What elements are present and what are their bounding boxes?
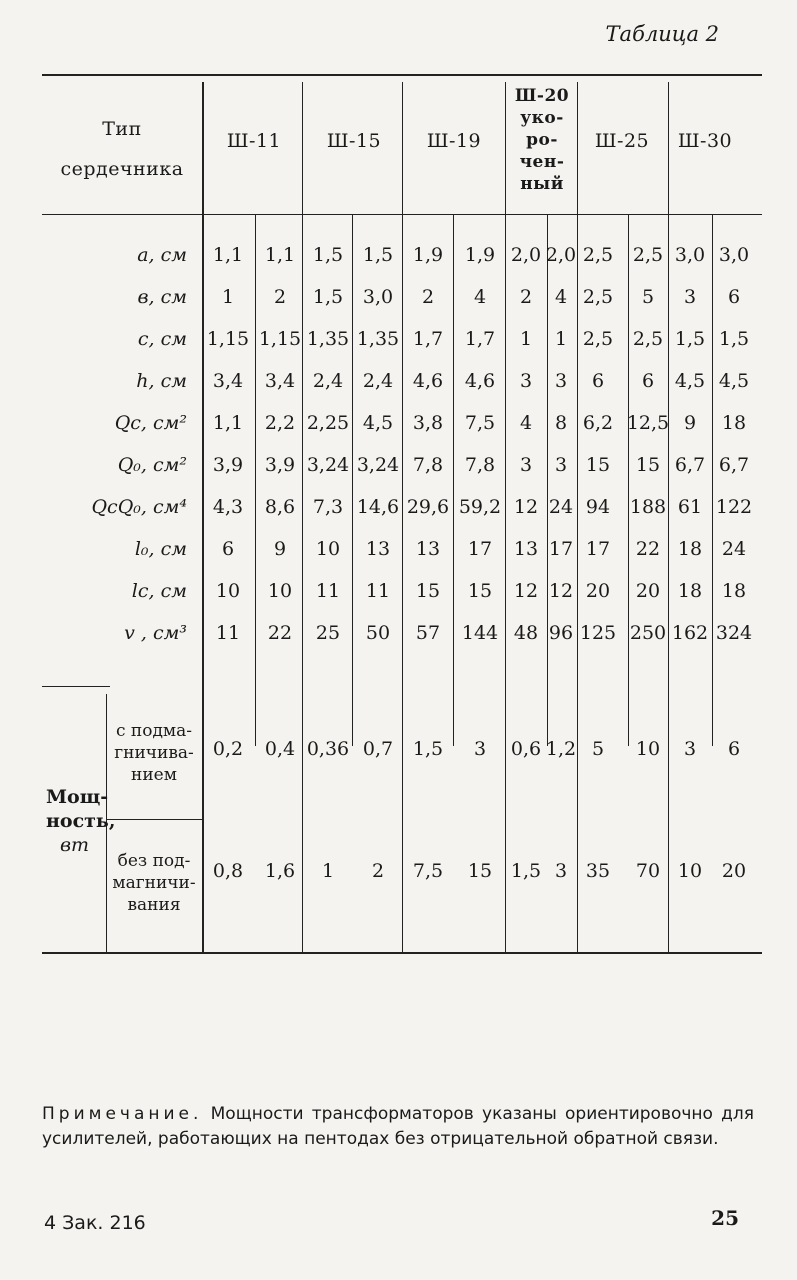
- cell-3-11: 4,5: [718, 370, 750, 392]
- row-label-5: Q₀, см²: [117, 454, 187, 476]
- note-lead: Примечание.: [42, 1104, 203, 1124]
- top-rule: [42, 74, 762, 76]
- header-type-line1: Тип: [102, 118, 142, 140]
- cell-5-7: 3: [554, 454, 568, 476]
- cell-8-4: 15: [415, 580, 441, 602]
- cell-0-7: 2,0: [545, 244, 577, 266]
- power-top-rule: [42, 686, 110, 687]
- cell-5-4: 7,8: [412, 454, 444, 476]
- cell-3-10: 4,5: [674, 370, 706, 392]
- core-table: [42, 74, 762, 958]
- cell-7-0: 6: [221, 538, 235, 560]
- cell-4-7: 8: [554, 412, 568, 434]
- header-core-5: Ш-30: [677, 130, 733, 152]
- row-label-7: l₀, см: [134, 538, 187, 560]
- page-number: 25: [711, 1206, 739, 1230]
- cell-0-10: 3,0: [674, 244, 706, 266]
- cell-0-0: 1,1: [212, 244, 244, 266]
- pair-sep-3: [547, 214, 548, 746]
- cell-7-10: 18: [677, 538, 703, 560]
- cell-1-0: 1: [221, 286, 235, 308]
- header-core-3-line-1: уко-: [520, 108, 564, 128]
- pair-sep-5: [712, 214, 713, 746]
- cell-2-3: 1,35: [356, 328, 400, 350]
- cell-9-2: 25: [315, 622, 341, 644]
- header-core-0: Ш-11: [226, 130, 282, 152]
- pair-sep-4: [628, 214, 629, 746]
- cell-9-8: 125: [579, 622, 617, 644]
- power-without-cell-2: 1: [321, 860, 335, 882]
- cell-2-5: 1,7: [464, 328, 496, 350]
- power-without-cell-9: 70: [635, 860, 661, 882]
- cell-5-1: 3,9: [264, 454, 296, 476]
- cell-4-8: 6,2: [582, 412, 614, 434]
- cell-4-9: 12,5: [626, 412, 670, 434]
- power-without-cell-11: 20: [721, 860, 747, 882]
- header-core-3-line-0: Ш-20: [514, 86, 570, 106]
- power-with-cell-9: 10: [635, 738, 661, 760]
- cell-2-10: 1,5: [674, 328, 706, 350]
- power-without-cell-3: 2: [371, 860, 385, 882]
- power-with-cell-11: 6: [727, 738, 741, 760]
- cell-6-7: 24: [548, 496, 574, 518]
- cell-7-6: 13: [513, 538, 539, 560]
- footer-print-info: 4 Зак. 216: [44, 1212, 146, 1234]
- power-without-cell-0: 0,8: [212, 860, 244, 882]
- cell-6-4: 29,6: [406, 496, 450, 518]
- cell-2-0: 1,15: [206, 328, 250, 350]
- cell-1-10: 3: [683, 286, 697, 308]
- power-with-cell-4: 1,5: [412, 738, 444, 760]
- header-core-3-line-4: ный: [520, 174, 564, 194]
- power-without-cell-5: 15: [467, 860, 493, 882]
- cell-8-6: 12: [513, 580, 539, 602]
- power-without-cell-7: 3: [554, 860, 568, 882]
- power-with-cell-6: 0,6: [510, 738, 542, 760]
- power-label-unit: вт: [60, 834, 90, 856]
- cell-3-5: 4,6: [464, 370, 496, 392]
- cell-8-3: 11: [365, 580, 391, 602]
- cell-6-9: 188: [629, 496, 667, 518]
- cell-6-6: 12: [513, 496, 539, 518]
- cell-1-1: 2: [273, 286, 287, 308]
- note-text: Мощности трансформаторов указаны ориентировочно для усилителей, работающих на пентодах без отрицательной обратной связи.: [42, 1104, 755, 1149]
- cell-3-0: 3,4: [212, 370, 244, 392]
- cell-2-1: 1,15: [258, 328, 302, 350]
- power-with-cell-2: 0,36: [306, 738, 350, 760]
- cell-4-5: 7,5: [464, 412, 496, 434]
- cell-7-1: 9: [273, 538, 287, 560]
- cell-8-2: 11: [315, 580, 341, 602]
- cell-0-3: 1,5: [362, 244, 394, 266]
- cell-4-6: 4: [519, 412, 533, 434]
- group-sep-1: [402, 82, 403, 952]
- cell-4-11: 18: [721, 412, 747, 434]
- pair-sep-2: [453, 214, 454, 746]
- cell-6-2: 7,3: [312, 496, 344, 518]
- cell-9-5: 144: [461, 622, 499, 644]
- power-with-label: с подма-гничива-нием: [114, 721, 194, 785]
- cell-1-9: 5: [641, 286, 655, 308]
- cell-8-11: 18: [721, 580, 747, 602]
- cell-7-4: 13: [415, 538, 441, 560]
- cell-9-10: 162: [671, 622, 709, 644]
- cell-1-4: 2: [421, 286, 435, 308]
- cell-6-11: 122: [715, 496, 753, 518]
- row-label-8: lс, см: [131, 580, 187, 602]
- header-core-3-line-3: чен-: [519, 152, 565, 172]
- cell-0-8: 2,5: [582, 244, 614, 266]
- cell-4-10: 9: [683, 412, 697, 434]
- row-label-9: v , см³: [124, 622, 187, 644]
- power-with-cell-7: 1,2: [545, 738, 577, 760]
- power-with-cell-3: 0,7: [362, 738, 394, 760]
- cell-2-7: 1: [554, 328, 568, 350]
- cell-4-4: 3,8: [412, 412, 444, 434]
- cell-6-10: 61: [677, 496, 703, 518]
- cell-0-6: 2,0: [510, 244, 542, 266]
- power-with-cell-0: 0,2: [212, 738, 244, 760]
- cell-1-7: 4: [554, 286, 568, 308]
- cell-9-6: 48: [513, 622, 539, 644]
- cell-5-10: 6,7: [674, 454, 706, 476]
- row-label-2: c, см: [137, 328, 187, 350]
- power-with-cell-10: 3: [683, 738, 697, 760]
- cell-2-9: 2,5: [632, 328, 664, 350]
- cell-1-11: 6: [727, 286, 741, 308]
- cell-6-5: 59,2: [458, 496, 502, 518]
- cell-9-4: 57: [415, 622, 441, 644]
- cell-3-4: 4,6: [412, 370, 444, 392]
- cell-8-8: 20: [585, 580, 611, 602]
- cell-3-3: 2,4: [362, 370, 394, 392]
- cell-8-10: 18: [677, 580, 703, 602]
- header-core-1: Ш-15: [326, 130, 382, 152]
- cell-0-1: 1,1: [264, 244, 296, 266]
- header-core-4: Ш-25: [594, 130, 650, 152]
- power-label-line2: ность,: [46, 810, 116, 832]
- cell-9-0: 11: [215, 622, 241, 644]
- cell-2-4: 1,7: [412, 328, 444, 350]
- group-sep-4: [668, 82, 669, 952]
- cell-6-1: 8,6: [264, 496, 296, 518]
- cell-3-8: 6: [591, 370, 605, 392]
- group-sep-3: [577, 82, 578, 952]
- bottom-rule: [42, 952, 762, 954]
- cell-1-3: 3,0: [362, 286, 394, 308]
- header-type-line2: сердечника: [60, 158, 184, 180]
- cell-0-4: 1,9: [412, 244, 444, 266]
- cell-4-0: 1,1: [212, 412, 244, 434]
- power-without-cell-8: 35: [585, 860, 611, 882]
- row-label-4: Qс, см²: [114, 412, 187, 434]
- group-sep-2: [505, 82, 506, 952]
- power-with-cell-5: 3: [473, 738, 487, 760]
- cell-9-3: 50: [365, 622, 391, 644]
- pair-sep-1: [352, 214, 353, 746]
- cell-7-5: 17: [467, 538, 493, 560]
- power-without-cell-4: 7,5: [412, 860, 444, 882]
- cell-0-5: 1,9: [464, 244, 496, 266]
- cell-7-7: 17: [548, 538, 574, 560]
- cell-8-7: 12: [548, 580, 574, 602]
- row-label-3: h, см: [136, 370, 187, 392]
- row-label-0: a, см: [137, 244, 187, 266]
- cell-7-9: 22: [635, 538, 661, 560]
- cell-9-1: 22: [267, 622, 293, 644]
- cell-5-11: 6,7: [718, 454, 750, 476]
- cell-2-8: 2,5: [582, 328, 614, 350]
- power-with-cell-8: 5: [591, 738, 605, 760]
- power-mid-rule: [106, 819, 202, 820]
- cell-4-2: 2,25: [306, 412, 350, 434]
- power-without-cell-1: 1,6: [264, 860, 296, 882]
- cell-5-5: 7,8: [464, 454, 496, 476]
- cell-8-0: 10: [215, 580, 241, 602]
- cell-2-2: 1,35: [306, 328, 350, 350]
- cell-3-6: 3: [519, 370, 533, 392]
- header-core-3-line-2: ро-: [526, 130, 558, 150]
- cell-1-2: 1,5: [312, 286, 344, 308]
- cell-0-9: 2,5: [632, 244, 664, 266]
- cell-8-1: 10: [267, 580, 293, 602]
- cell-7-3: 13: [365, 538, 391, 560]
- cell-7-2: 10: [315, 538, 341, 560]
- cell-0-2: 1,5: [312, 244, 344, 266]
- cell-1-5: 4: [473, 286, 487, 308]
- cell-6-8: 94: [585, 496, 611, 518]
- cell-5-8: 15: [585, 454, 611, 476]
- table-caption: Таблица 2: [605, 22, 719, 46]
- cell-5-6: 3: [519, 454, 533, 476]
- power-without-cell-6: 1,5: [510, 860, 542, 882]
- cell-1-8: 2,5: [582, 286, 614, 308]
- cell-3-1: 3,4: [264, 370, 296, 392]
- cell-8-5: 15: [467, 580, 493, 602]
- cell-9-7: 96: [548, 622, 574, 644]
- power-label-line1: Мощ-: [46, 786, 109, 808]
- cell-4-3: 4,5: [362, 412, 394, 434]
- power-without-label: без под-магничи-вания: [112, 851, 196, 915]
- cell-9-9: 250: [629, 622, 667, 644]
- row-label-6: QсQ₀, см⁴: [91, 496, 187, 518]
- cell-5-3: 3,24: [356, 454, 400, 476]
- header-core-2: Ш-19: [426, 130, 482, 152]
- cell-4-1: 2,2: [264, 412, 296, 434]
- power-without-cell-10: 10: [677, 860, 703, 882]
- group-sep-0: [302, 82, 303, 952]
- table-note: [42, 1102, 754, 1152]
- cell-6-0: 4,3: [212, 496, 244, 518]
- cell-5-0: 3,9: [212, 454, 244, 476]
- cell-9-11: 324: [715, 622, 753, 644]
- cell-2-6: 1: [519, 328, 533, 350]
- pair-sep-0: [255, 214, 256, 746]
- cell-3-7: 3: [554, 370, 568, 392]
- cell-5-2: 3,24: [306, 454, 350, 476]
- cell-7-11: 24: [721, 538, 747, 560]
- cell-3-2: 2,4: [312, 370, 344, 392]
- cell-1-6: 2: [519, 286, 533, 308]
- cell-7-8: 17: [585, 538, 611, 560]
- cell-6-3: 14,6: [356, 496, 400, 518]
- power-with-cell-1: 0,4: [264, 738, 296, 760]
- label-col-rule: [202, 82, 204, 952]
- cell-3-9: 6: [641, 370, 655, 392]
- row-label-1: в, см: [137, 286, 187, 308]
- cell-2-11: 1,5: [718, 328, 750, 350]
- cell-5-9: 15: [635, 454, 661, 476]
- cell-8-9: 20: [635, 580, 661, 602]
- cell-0-11: 3,0: [718, 244, 750, 266]
